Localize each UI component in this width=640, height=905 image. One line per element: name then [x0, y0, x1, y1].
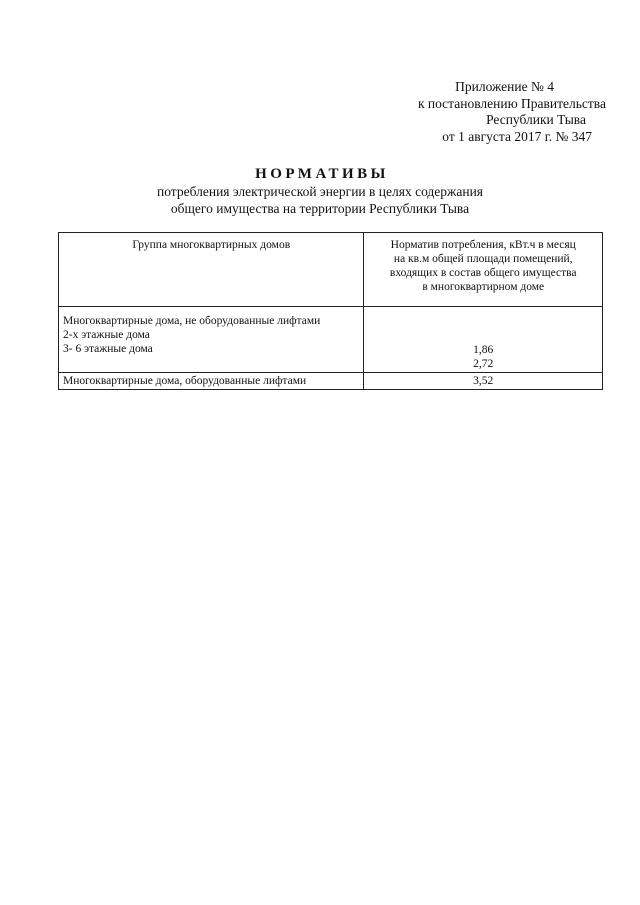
row-group-title: Многоквартирные дома, оборудованные лифтами: [63, 375, 307, 387]
appendix-date: от 1 августа 2017 г. № 347: [442, 128, 592, 144]
header-norm-line: Норматив потребления, кВт.ч в месяц: [390, 239, 576, 251]
row-group-cell: [59, 373, 364, 390]
row-group-title: Многоквартирные дома, не оборудованные лифтами: [63, 315, 321, 327]
header-norm-line: в многоквартирном доме: [422, 281, 545, 293]
document-subtitle-line1: потребления электрической энергии в целях содержания: [156, 184, 484, 199]
row-group-cell: [59, 307, 364, 373]
row-value: 2,72: [473, 358, 494, 370]
table-header-row: [59, 233, 603, 307]
header-group-label: Группа многоквартирных домов: [132, 239, 291, 251]
row-group-subitem: 3- 6 этажные дома: [63, 343, 153, 355]
appendix-number: Приложение № 4: [455, 79, 554, 94]
row-value-cell: [364, 307, 603, 373]
header-group: [59, 233, 364, 307]
header-norm: [364, 233, 603, 307]
document-title: НОРМАТИВЫ: [255, 166, 389, 182]
table-row: [59, 307, 603, 373]
document-subtitle-line2: общего имущества на территории Республики Тыва: [170, 200, 470, 216]
header-norm-line: на кв.м общей площади помещений,: [393, 253, 573, 265]
row-group-subitem: 2-х этажные дома: [63, 329, 150, 341]
norms-table: [58, 232, 603, 390]
appendix-header: [366, 79, 606, 145]
row-value: 3,52: [473, 375, 494, 387]
appendix-republic: Республики Тыва: [486, 112, 586, 127]
document-heading: [0, 165, 640, 217]
table-row: [59, 373, 603, 390]
row-value: 1,86: [473, 344, 494, 356]
header-norm-line: входящих в состав общего имущества: [389, 267, 577, 279]
row-value-cell: [364, 373, 603, 390]
appendix-resolution: к постановлению Правительства: [417, 95, 606, 111]
